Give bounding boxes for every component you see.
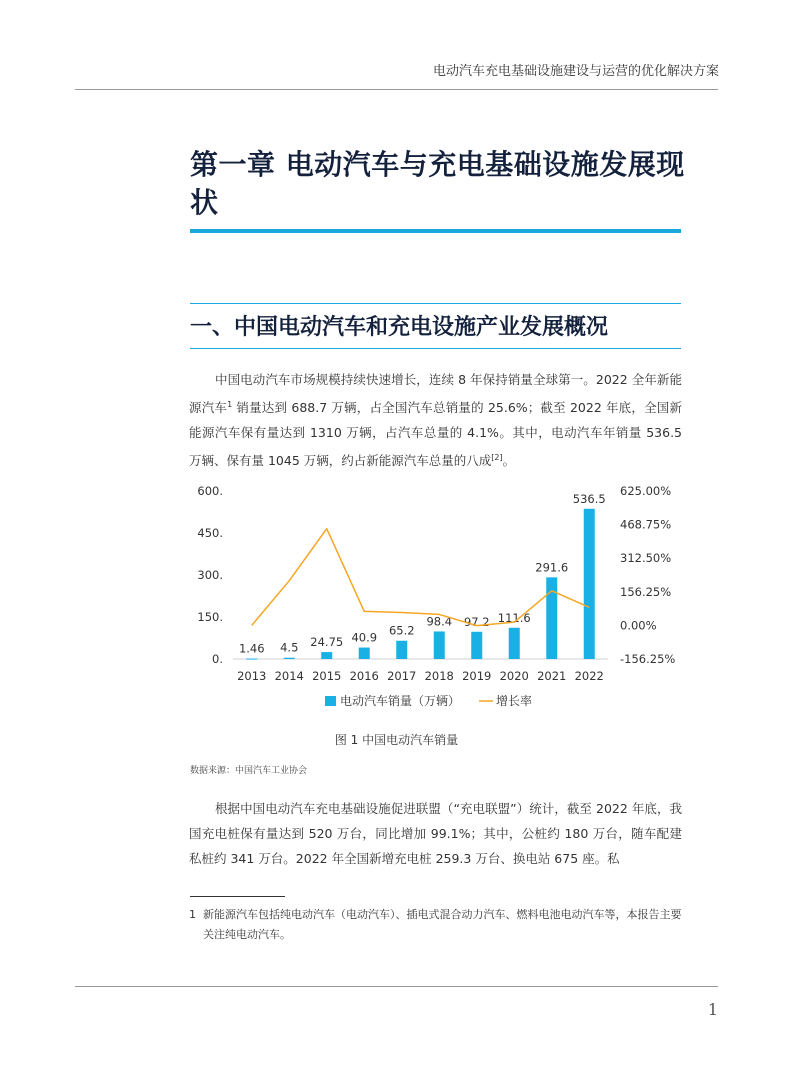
bar-2017 <box>396 641 407 659</box>
figure-source: 数据来源：中国汽车工业协会 <box>190 766 308 776</box>
paragraph-text: 销量达到 688.7 万辆，占全国汽车总销量的 25.6%；截至 2022 年底，全国新能源汽车保有量达到 1310 万辆，占汽车总量的 4.1%。其中，电动汽车年销量 536.5 万辆、保有量 1045 万辆，约占新能源汽车总量的八成 <box>189 400 682 469</box>
left-axis-tick-label: 600. <box>197 484 223 498</box>
x-tick-label: 2014 <box>274 669 304 683</box>
data-label-2014: 4.5 <box>280 640 299 655</box>
right-axis-tick-label: 468.75% <box>620 517 672 532</box>
legend-line-label: 增长率 <box>496 694 533 708</box>
left-axis-tick-label: 300. <box>197 568 223 582</box>
page-number: 1 <box>707 1000 718 1019</box>
left-axis-tick-label: 150. <box>197 610 223 624</box>
legend-bar-swatch <box>325 696 336 706</box>
bar-2013 <box>246 659 257 660</box>
footer-rule <box>75 986 718 987</box>
data-label-2015: 24.75 <box>310 635 344 650</box>
bar-2019 <box>471 632 482 659</box>
figure-caption: 图 1 中国电动汽车销量 <box>334 733 459 747</box>
footnote-rule <box>190 896 285 897</box>
x-tick-label: 2020 <box>499 669 529 683</box>
data-label-2013: 1.46 <box>238 641 265 656</box>
data-label-2022: 536.5 <box>572 491 606 506</box>
growth-rate-line <box>252 529 590 629</box>
bar-2018 <box>434 631 445 659</box>
data-label-2016: 40.9 <box>351 630 378 645</box>
bar-2016 <box>359 648 370 659</box>
bar-2021 <box>546 577 557 659</box>
ev-sales-chart <box>190 480 681 720</box>
right-axis-tick-label: 156.25% <box>620 584 672 599</box>
left-axis-tick-label: 450. <box>197 526 223 540</box>
chapter-rule <box>190 229 681 233</box>
footnote-number: 1 <box>189 908 196 921</box>
data-label-2017: 65.2 <box>388 623 415 638</box>
x-tick-label: 2013 <box>237 669 267 683</box>
right-axis-tick-label: -156.25% <box>620 652 676 666</box>
paragraph-ev-market <box>189 367 682 473</box>
data-label-2021: 291.6 <box>535 560 569 575</box>
section-rule-top <box>190 303 681 304</box>
right-axis-tick-label: 312.50% <box>620 551 672 566</box>
bar-2014 <box>284 658 295 659</box>
legend-bar-label: 电动汽车销量（万辆） <box>340 694 461 708</box>
chapter-title: 第一章 电动汽车与充电基础设施发展现状 <box>190 148 685 219</box>
paragraph-charging-stats: 根据中国电动汽车充电基础设施促进联盟（“充电联盟”）统计，截至 2022 年底，我国充电桩保有量达到 520 万台，同比增加 99.1%；其中，公桩约 180 万台，随车配建私桩约 341 万台。2022 年全国新增充电桩 259.3 万台、换电站 675 座。私 <box>189 801 682 866</box>
header-rule <box>75 89 718 90</box>
left-axis-tick-label: 0. <box>212 652 223 666</box>
right-axis-tick-label: 625.00% <box>620 484 672 498</box>
x-tick-label: 2015 <box>312 669 342 683</box>
footnote <box>189 905 682 945</box>
x-tick-label: 2016 <box>349 669 379 683</box>
footnote-reference[interactable]: 1 <box>227 400 233 409</box>
footnote-text: 新能源汽车包括纯电动汽车（电动汽车）、插电式混合动力汽车、燃料电池电动汽车等，本报告主要关注纯电动汽车。 <box>203 908 682 941</box>
bar-2020 <box>509 628 520 659</box>
x-tick-label: 2021 <box>537 669 567 683</box>
paragraph-text: 。 <box>502 453 516 469</box>
data-label-2018: 98.4 <box>426 614 453 629</box>
bar-2022 <box>584 509 595 659</box>
chart-canvas <box>190 480 681 720</box>
citation-reference[interactable]: [2] <box>491 453 503 463</box>
paragraph-text: 中国电动汽车市场规模持续快速增长，连续 8 年保持销量全球第一。2022 全年新能源汽车 <box>189 372 682 416</box>
right-axis-tick-label: 0.00% <box>620 618 657 633</box>
data-label-2019: 97.2 <box>463 614 490 629</box>
x-tick-label: 2022 <box>574 669 604 683</box>
x-tick-label: 2019 <box>462 669 492 683</box>
x-tick-label: 2017 <box>387 669 417 683</box>
x-tick-label: 2018 <box>424 669 454 683</box>
section-rule-bottom <box>190 348 681 349</box>
bar-2015 <box>321 652 332 659</box>
running-header: 电动汽车充电基础设施建设与运营的优化解决方案 <box>432 64 719 79</box>
section-title: 一、中国电动汽车和充电设施产业发展概况 <box>190 315 609 340</box>
data-label-2020: 111.6 <box>497 610 531 625</box>
